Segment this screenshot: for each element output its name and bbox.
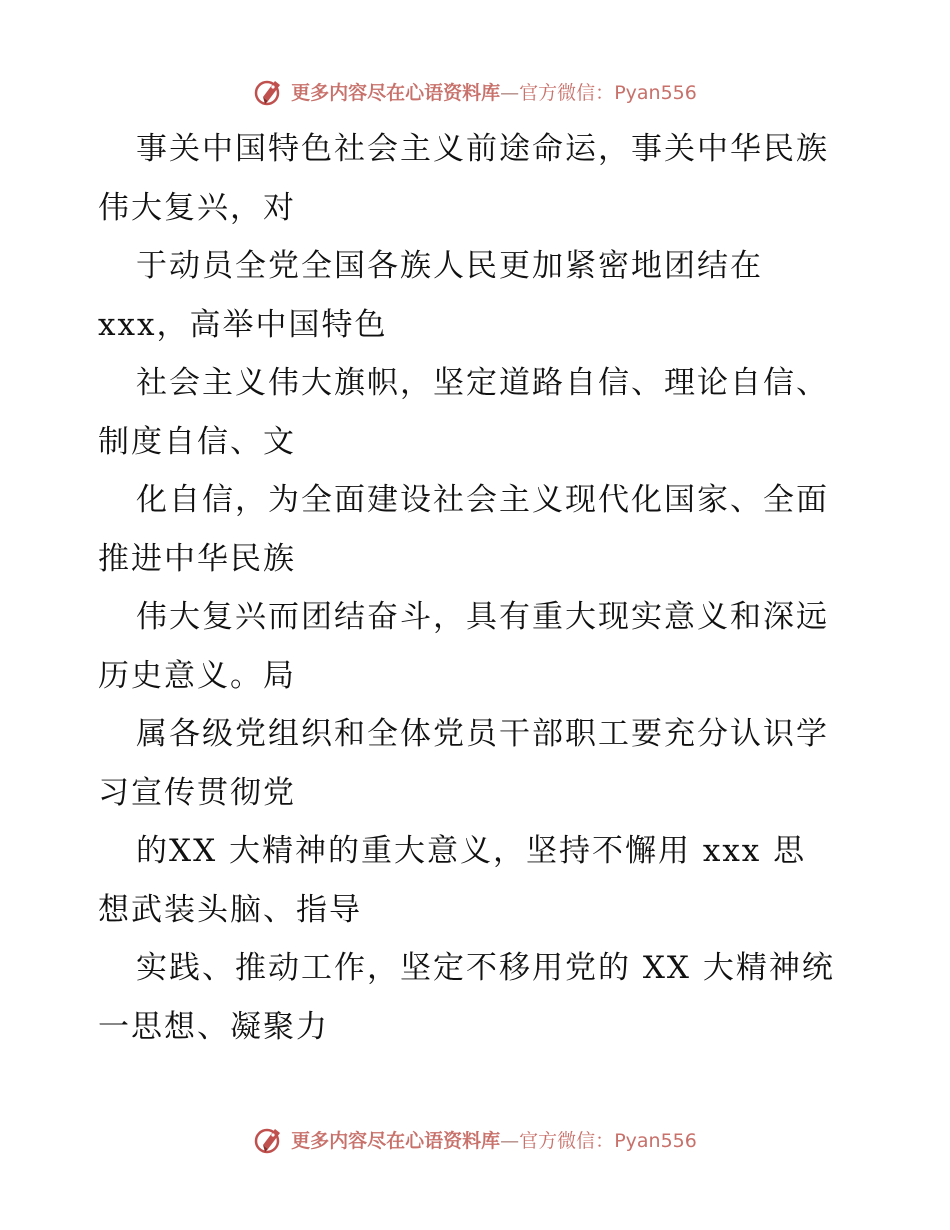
paragraph-line: 伟大复兴，对 xyxy=(98,189,296,226)
paragraph xyxy=(98,471,858,588)
paragraph xyxy=(98,120,858,237)
paragraph-line: 制度自信、文 xyxy=(98,423,296,460)
paragraph xyxy=(98,822,858,939)
paragraph xyxy=(98,939,858,1056)
paragraph xyxy=(98,354,858,471)
paragraph-line: xxx，高举中国特色 xyxy=(98,306,388,343)
header-watermark xyxy=(0,71,950,111)
watermark-separator: — xyxy=(500,1129,520,1152)
watermark-wechat-account: Pyan556 xyxy=(614,1129,697,1152)
paragraph-line: 想武装头脑、指导 xyxy=(98,891,362,928)
document-body xyxy=(98,120,858,1056)
paragraph-line: 一思想、凝聚力 xyxy=(98,1008,329,1045)
paragraph-line: 于动员全党全国各族人民更加紧密地团结在 xyxy=(136,248,763,284)
paragraph-line: 社会主义伟大旗帜，坚定道路自信、理论自信、 xyxy=(136,365,829,401)
paragraph xyxy=(98,705,858,822)
paragraph-line: 属各级党组织和全体党员干部职工要充分认识学 xyxy=(136,716,829,752)
watermark-separator: — xyxy=(500,81,520,104)
paragraph-line: 推进中华民族 xyxy=(98,540,296,577)
pen-nib-logo-icon xyxy=(253,75,285,107)
watermark-wechat-label: 官方微信： xyxy=(519,81,615,104)
paragraph-line: 事关中国特色社会主义前途命运，事关中华民族 xyxy=(136,131,829,167)
watermark-text xyxy=(291,78,697,105)
paragraph-line: 伟大复兴而团结奋斗，具有重大现实意义和深远 xyxy=(136,599,829,635)
watermark-wechat-label: 官方微信： xyxy=(519,1129,615,1152)
watermark-wechat-account: Pyan556 xyxy=(614,81,697,104)
watermark-brand: 更多内容尽在心语资料库 xyxy=(291,1129,501,1152)
footer-watermark xyxy=(0,1119,950,1159)
watermark-text xyxy=(291,1126,697,1153)
paragraph-line: 的XX 大精神的重大意义，坚持不懈用 xxx 思 xyxy=(136,833,807,869)
paragraph-line: 实践、推动工作，坚定不移用党的 XX 大精神统 xyxy=(136,950,835,986)
pen-nib-logo-icon xyxy=(253,1123,285,1155)
paragraph-line: 化自信，为全面建设社会主义现代化国家、全面 xyxy=(136,482,829,518)
paragraph xyxy=(98,237,858,354)
paragraph-line: 习宣传贯彻党 xyxy=(98,774,296,811)
paragraph xyxy=(98,588,858,705)
watermark-brand: 更多内容尽在心语资料库 xyxy=(291,81,501,104)
paragraph-line: 历史意义。局 xyxy=(98,657,296,694)
